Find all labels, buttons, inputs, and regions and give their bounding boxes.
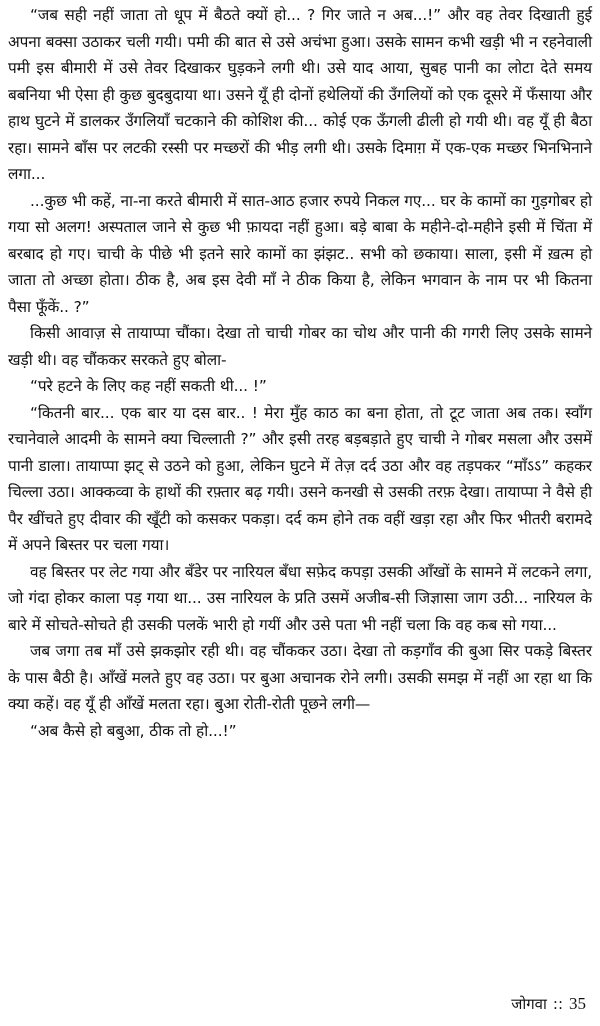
paragraph-6: वह बिस्तर पर लेट गया और बँडेर पर नारियल बँधा सफ़ेद कपड़ा उसकी आँखों के सामने में लटकने लगा, जो गंदा होकर काला पड़ गया था... उस नारियल के प्रति उसमें अजीब-सी जिज्ञासा जाग उठी... नारियल के बारे में सोचते-सोचते ही उसकी पलकें भारी हो गयीं और उसे पता भी नहीं चला कि वह कब सो गया... [8, 562, 592, 634]
page-number: 35 [569, 994, 586, 1013]
running-title: जोगवा [511, 995, 547, 1013]
footer-separator: :: [552, 995, 563, 1013]
paragraph-3: किसी आवाज़ से तायाप्पा चौंका। देखा तो चाची गोबर का चोथ और पानी की गगरी लिए उसके सामने खड़ी थी। वह चौंककर सरकते हुए बोला- [8, 324, 592, 369]
paragraph-2: ...कुछ भी कहें, ना-ना करते बीमारी में सात-आठ हजार रुपये निकल गए... घर के कामों का गुड़गोबर हो गया सो अलग! अस्पताल जाने से कुछ भी फ़ायदा नहीं हुआ। बड़े बाबा के महीने-दो-महीने इसी में चिंता में बरबाद हो गए। चाची के पीछे भी इतने सारे कामों का झंझट.. सभी को छकाया। साला, इसी में ख़त्म हो जाता तो अच्छा होता। ठीक है, अब इस देवी माँ ने ठीक किया है, लेकिन भगवान के नाम पर भी कितना पैसा फूँकें.. ?” [8, 191, 592, 316]
paragraph-8: “अब कैसे हो बबुआ, ठीक तो हो...!” [30, 721, 237, 740]
paragraph-7: जब जगा तब माँ उसे झकझोर रही थी। वह चौंककर उठा। देखा तो कड़गाँव की बुआ सिर पकड़े बिस्तर के पास बैठी है। आँखें मलते हुए वह उठा। पर बुआ अचानक रोने लगी। उसकी समझ में नहीं आ रहा था कि क्या कहें। वह यूँ ही आँखें मलता रहा। बुआ रोती-रोती पूछने लगी— [8, 642, 592, 713]
page-body [8, 2, 592, 744]
paragraph-1: “जब सही नहीं जाता तो धूप में बैठते क्यों हो... ? गिर जाते न अब...!” और वह तेवर दिखाती हुई अपना बक्सा उठाकर चली गयी। पमी की बात से उसे अचंभा हुआ। उसके सामन कभी खड़ी भी न रहनेवाली पमी इस बीमारी में उसे तेवर दिखाकर घुड़कने लगी थी। उसे याद आया, सुबह पानी का लोटा देते समय बबनिया भी ऐसा ही कुछ बुदबुदाया था। उसने यूँ ही दोनों हथेलियों की उँगलियों को एक दूसरे में फँसाया और हाथ घुटने में डालकर उँगलियाँ चटकाने की कोशिश की... कोई एक ऊँगली ढीली हो गयी थी। वह यूँ ही बैठा रहा। सामने बाँस पर लटकी रस्सी पर मच्छरों की भीड़ लगी थी। उसके दिमाग़ में एक-एक मच्छर भिनभिनाने लगा... [8, 6, 592, 183]
page-footer [511, 994, 586, 1014]
paragraph-5: “कितनी बार... एक बार या दस बार.. ! मेरा मुँह काठ का बना होता, तो टूट जाता अब तक। स्वाँग रचानेवाले आदमी के सामने क्या चिल्लाती ?” और इसी तरह बड़बड़ाते हुए चाची ने गोबर मसला और उसमें पानी डाला। तायाप्पा झट् से उठने को हुआ, लेकिन घुटने में तेज़ दर्द उठा और वह तड़पकर “माँऽऽ” कहकर चिल्ला उठा। आक्कव्वा के हाथों की रफ़्तार बढ़ गयी। उसने कनखी से उसकी तरफ़ देखा। तायाप्पा ने वैसे ही पैर खींचते हुए दीवार की खूँटी को कसकर पकड़ा। दर्द कम होने तक वहीं खड़ा रहा और फिर भीतरी बरामदे में अपने बिस्तर पर चला गया। [8, 403, 592, 554]
paragraph-4: “परे हटने के लिए कह नहीं सकती थी... !” [30, 377, 267, 395]
